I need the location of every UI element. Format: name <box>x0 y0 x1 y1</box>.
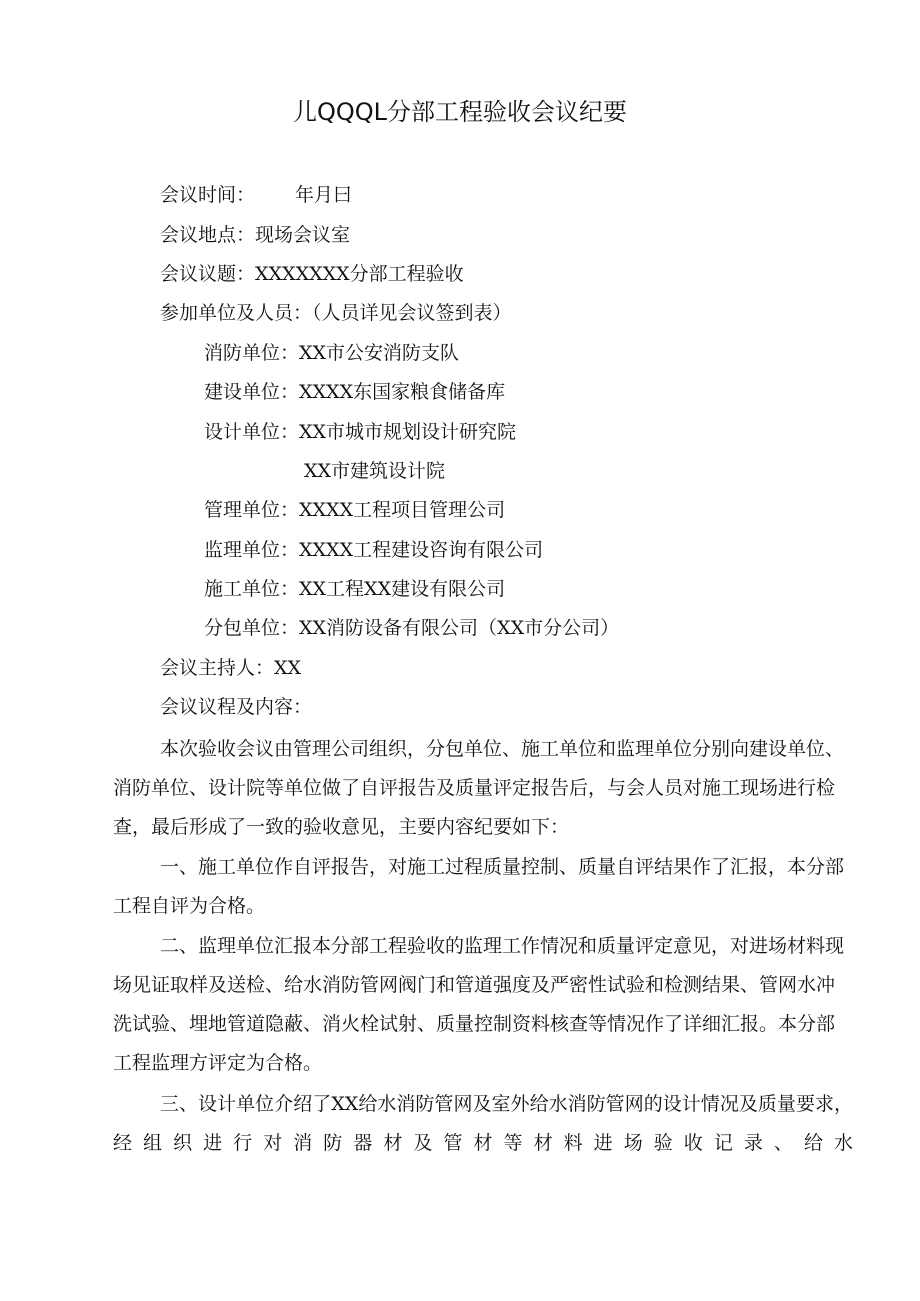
party-subcontractor: 分包单位：XX消防设备有限公司（XX市分公司） <box>204 617 620 639</box>
meeting-time-label: 会议时间： <box>160 184 256 206</box>
body-paragraph: 三、设计单位介绍了XX给水消防管网及室外给水消防管网的设计情况及质量要求，经组织进行对消防器材及管材等材料进场验收记录、给水 <box>113 1093 853 1154</box>
party-supervisor: 监理单位：XXXX工程建设咨询有限公司 <box>204 539 544 561</box>
meeting-topic: 会议议题：XXXXXXX分部工程验收 <box>160 263 464 285</box>
meeting-time-value: 年月曰 <box>295 184 353 206</box>
party-designer-2: XX市建筑设计院 <box>304 460 446 482</box>
document-title: 儿QQQL分部工程验收会议纪要 <box>292 98 628 126</box>
body-paragraph: 本次验收会议由管理公司组织，分包单位、施工单位和监理单位分别向建设单位、消防单位、设计院等单位做了自评报告及质量评定报告后，与会人员对施工现场进行检查，最后形成了一致的验收意见，主要内容纪要如下： <box>113 738 845 838</box>
party-designer: 设计单位：XX市城市规划设计研究院 <box>204 421 517 443</box>
meeting-host: 会议主持人：XX <box>160 657 302 679</box>
meeting-time <box>160 183 352 207</box>
party-owner: 建设单位：XXXX东国家粮食储备库 <box>204 381 506 403</box>
meeting-place: 会议地点：现场会议室 <box>160 224 351 246</box>
attendees-heading: 参加单位及人员：（人员详见会议签到表） <box>160 302 512 324</box>
party-manager: 管理单位：XXXX工程项目管理公司 <box>204 499 506 521</box>
agenda-heading: 会议议程及内容： <box>160 696 313 718</box>
party-contractor: 施工单位：XX工程XX建设有限公司 <box>204 578 506 600</box>
body-paragraph: 二、监理单位汇报本分部工程验收的监理工作情况和质量评定意见，对进场材料现场见证取样及送检、给水消防管网阀门和管道强度及严密性试验和检测结果、管网水冲洗试验、埋地管道隐蔽、消火栓试射、质量控制资料核查等情况作了详细汇报。本分部工程监理方评定为合格。 <box>113 935 845 1074</box>
body-paragraph: 一、施工单位作自评报告，对施工过程质量控制、质量自评结果作了汇报，本分部工程自评为合格。 <box>113 856 845 917</box>
party-fire-dept: 消防单位：XX市公安消防支队 <box>204 342 460 364</box>
